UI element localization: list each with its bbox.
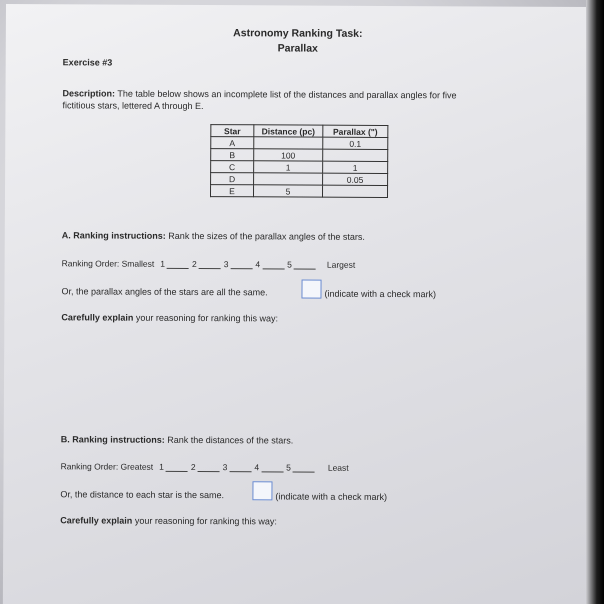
table-cell: A (211, 137, 254, 149)
part-b-end-label: Least (327, 462, 349, 473)
table-cell: D (211, 173, 254, 185)
part-b-same-checkbox[interactable] (252, 481, 272, 500)
rank-blank-1[interactable] (166, 462, 188, 472)
table-cell: 1 (254, 161, 323, 173)
star-data-table (210, 124, 388, 198)
description-line-2: fictitious stars, lettered A through E. (62, 100, 204, 112)
rank-blank-4[interactable] (262, 259, 284, 269)
table-row (210, 185, 387, 198)
part-b-explain-bold: Carefully explain (60, 515, 133, 526)
rank-blank-2[interactable] (199, 259, 221, 269)
part-a-instruction-text: Rank the sizes of the parallax angles of the stars. (168, 230, 365, 242)
rank-blank-3[interactable] (229, 462, 251, 472)
table-row (211, 161, 388, 174)
part-b-ranking-order (61, 461, 349, 473)
part-a-end-label: Largest (326, 259, 356, 270)
worksheet-page (3, 4, 590, 604)
part-a-same-checkbox[interactable] (301, 280, 321, 299)
part-a-check-note: (indicate with a check mark) (324, 288, 437, 300)
table-cell: B (211, 149, 254, 161)
rank-blank-4[interactable] (261, 462, 283, 472)
table-header-row (211, 125, 388, 138)
part-b-same-text: Or, the distance to each star is the same. (60, 489, 225, 501)
table-cell: C (211, 161, 254, 173)
part-b-order-label: Ranking Order: Greatest (60, 461, 154, 472)
rank-blank-5[interactable] (293, 463, 315, 473)
rank-blank-5[interactable] (294, 260, 316, 270)
table-header-cell: Star (211, 125, 254, 137)
part-b-instruction-text: Rank the distances of the stars. (167, 434, 294, 446)
table-cell: 100 (254, 149, 323, 161)
part-a-same-text: Or, the parallax angles of the stars are all the same. (61, 286, 268, 298)
description-line-1 (63, 88, 457, 100)
part-a-heading: A. Ranking instructions: (61, 230, 166, 241)
rank-number: 3 (223, 259, 229, 270)
table-cell (322, 185, 387, 197)
rank-number: 5 (286, 462, 291, 473)
table-cell (254, 173, 323, 185)
table-row (211, 173, 388, 186)
table-row (211, 149, 388, 162)
table-header-cell: Distance (pc) (254, 125, 323, 137)
rank-number: 1 (160, 258, 165, 269)
table-cell (254, 137, 323, 149)
part-a-order-label: Ranking Order: Smallest (61, 258, 155, 269)
part-a-ranking-order (62, 258, 356, 270)
table-cell: 5 (253, 185, 322, 197)
table-cell: 1 (323, 161, 388, 173)
table-header-cell: Parallax (") (323, 125, 388, 137)
rank-number: 1 (159, 461, 164, 472)
description-label: Description: (62, 88, 116, 99)
part-b-explain-prompt (60, 515, 277, 526)
part-b-instructions (61, 434, 294, 445)
part-b-heading: B. Ranking instructions: (60, 434, 165, 445)
part-b-check-note: (indicate with a check mark) (275, 491, 387, 503)
rank-number: 4 (254, 462, 260, 473)
table-row (211, 137, 388, 150)
rank-number: 4 (255, 259, 261, 270)
part-a-explain-rest: your reasoning for ranking this way: (135, 312, 279, 324)
table-cell: 0.1 (323, 137, 388, 149)
table-cell: E (210, 185, 253, 197)
part-a-explain-bold: Carefully explain (61, 312, 134, 323)
part-b-explain-rest: your reasoning for ranking this way: (134, 515, 277, 527)
rank-number: 2 (191, 258, 197, 270)
rank-blank-3[interactable] (230, 259, 252, 269)
worksheet-title: Astronomy Ranking Task: (233, 27, 363, 40)
part-a-explain-prompt (61, 312, 278, 323)
rank-blank-1[interactable] (167, 259, 189, 269)
part-a-instructions (62, 230, 365, 242)
table-cell: 0.05 (323, 173, 388, 185)
rank-number: 3 (222, 462, 228, 473)
description-text-1: The table below shows an incomplete list of the distances and parallax angles for five (117, 88, 457, 101)
exercise-number: Exercise #3 (62, 57, 113, 68)
worksheet-subtitle: Parallax (277, 42, 318, 55)
rank-number: 2 (190, 461, 196, 472)
dark-edge (586, 0, 604, 604)
rank-blank-2[interactable] (198, 462, 220, 472)
rank-number: 5 (287, 259, 292, 270)
table-cell (323, 149, 388, 161)
